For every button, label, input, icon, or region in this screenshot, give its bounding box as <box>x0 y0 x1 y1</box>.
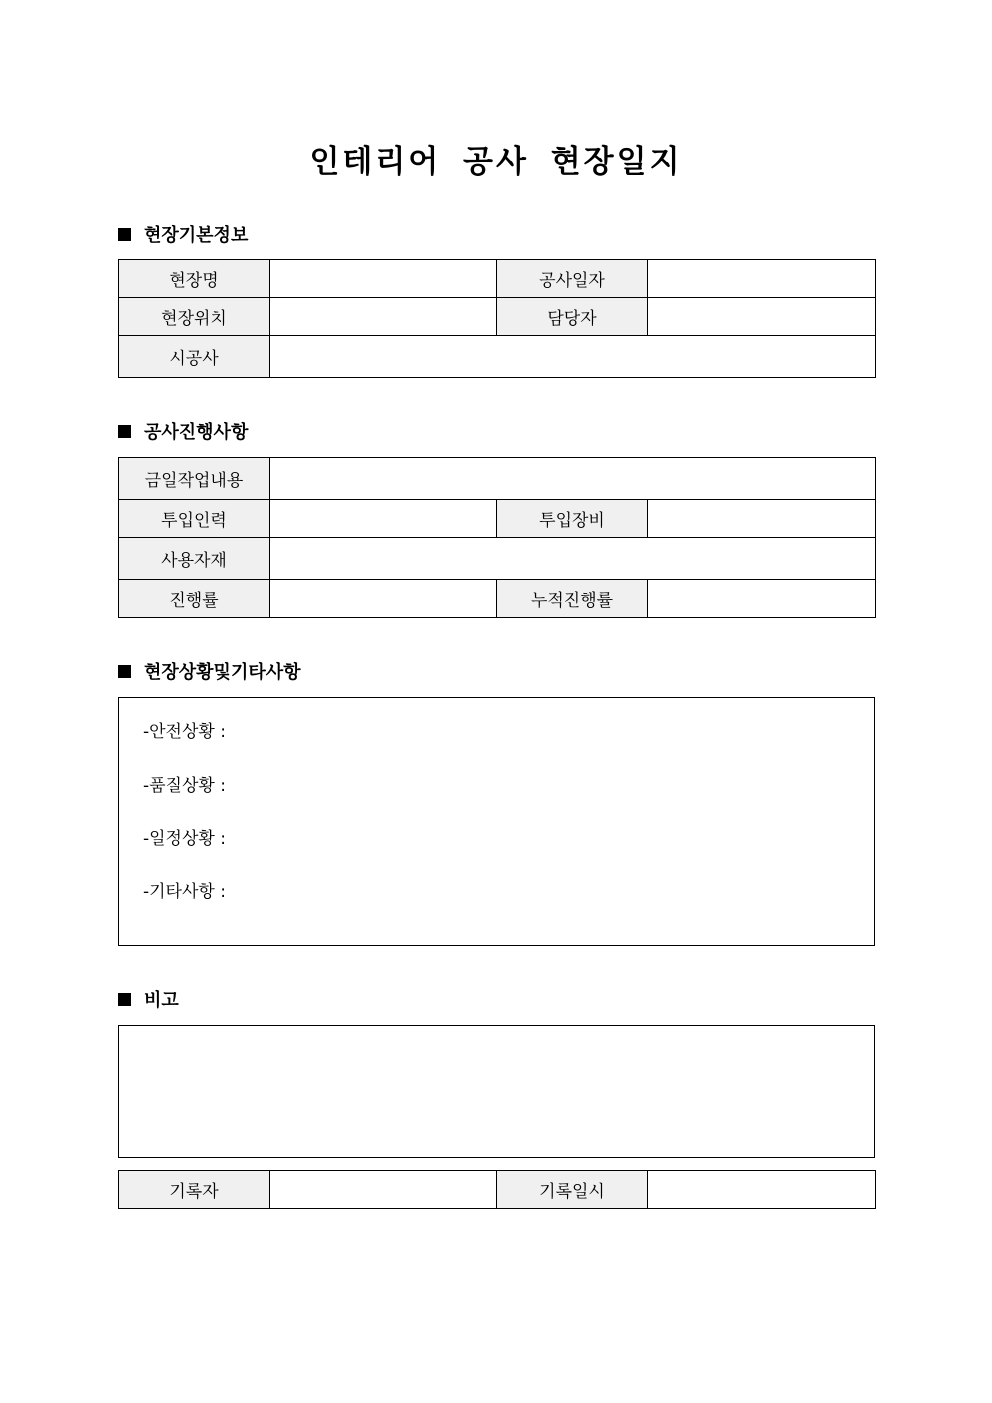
section-heading-progress-text: 공사진행사항 <box>144 422 249 443</box>
section-heading-basic-text: 현장기본정보 <box>144 225 249 246</box>
today-work-field[interactable] <box>270 458 876 500</box>
record-date-field[interactable] <box>648 1171 876 1209</box>
section-heading-remarks-text: 비고 <box>144 990 179 1011</box>
section-heading-remarks <box>118 987 179 1011</box>
quality-status-line: -품질상황 : <box>143 776 226 796</box>
work-date-label: 공사일자 <box>497 260 648 298</box>
site-location-label: 현장위치 <box>119 298 270 336</box>
work-date-field[interactable] <box>648 260 876 298</box>
contractor-label: 시공사 <box>119 336 270 378</box>
safety-status-line: -안전상황 : <box>143 722 226 742</box>
record-date-label: 기록일시 <box>497 1171 648 1209</box>
square-bullet-icon <box>118 993 131 1006</box>
document-title: 인테리어 공사 현장일지 <box>309 144 683 180</box>
recorder-field[interactable] <box>270 1171 497 1209</box>
section-heading-status-text: 현장상황및기타사항 <box>144 662 301 683</box>
site-location-field[interactable] <box>270 298 497 336</box>
rate-field[interactable] <box>270 580 497 618</box>
section-heading-status <box>118 659 301 683</box>
other-status-line: -기타사항 : <box>143 882 226 902</box>
square-bullet-icon <box>118 665 131 678</box>
materials-label: 사용자재 <box>119 538 270 580</box>
schedule-status-line: -일정상황 : <box>143 829 226 849</box>
manager-label: 담당자 <box>497 298 648 336</box>
equipment-field[interactable] <box>648 500 876 538</box>
cumulative-rate-field[interactable] <box>648 580 876 618</box>
site-name-label: 현장명 <box>119 260 270 298</box>
rate-label: 진행률 <box>119 580 270 618</box>
site-status-box[interactable] <box>118 697 875 946</box>
cumulative-rate-label: 누적진행률 <box>497 580 648 618</box>
manpower-field[interactable] <box>270 500 497 538</box>
equipment-label: 투입장비 <box>497 500 648 538</box>
section-heading-basic <box>118 222 248 246</box>
manager-field[interactable] <box>648 298 876 336</box>
site-name-field[interactable] <box>270 260 497 298</box>
square-bullet-icon <box>118 228 131 241</box>
footer-table <box>118 1170 876 1209</box>
basic-info-table <box>118 259 876 378</box>
today-work-label: 금일작업내용 <box>119 458 270 500</box>
recorder-label: 기록자 <box>119 1171 270 1209</box>
progress-table <box>118 457 876 618</box>
materials-field[interactable] <box>270 538 876 580</box>
remarks-box[interactable] <box>118 1025 875 1158</box>
manpower-label: 투입인력 <box>119 500 270 538</box>
section-heading-progress <box>118 419 248 443</box>
square-bullet-icon <box>118 425 131 438</box>
contractor-field[interactable] <box>270 336 876 378</box>
